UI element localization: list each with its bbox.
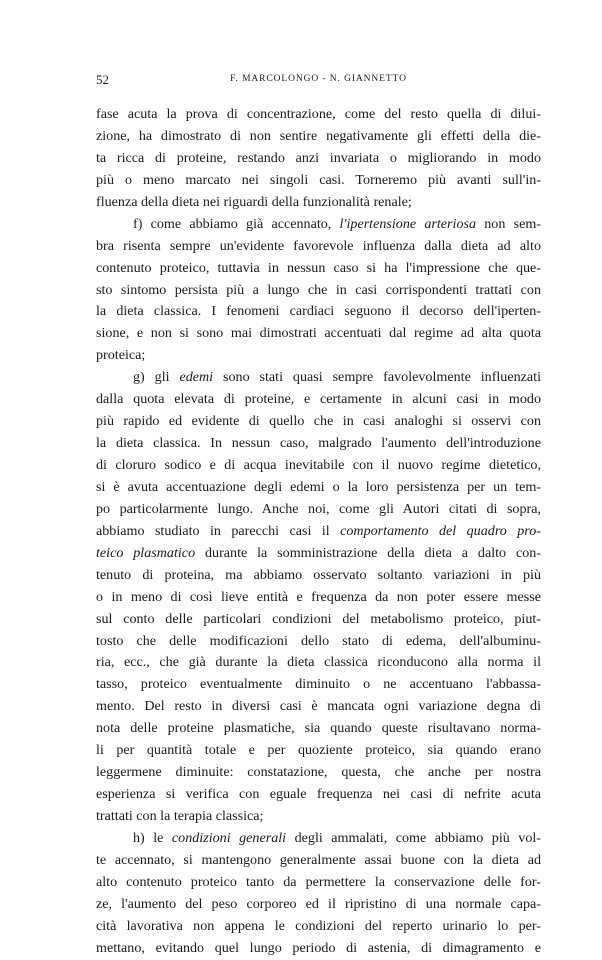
italic-term: edemi [179, 369, 214, 386]
text-run: sono stati quasi sempre favolevolmente influenzati [213, 369, 541, 386]
text-line: sul conto delle particolari condizioni del metabolismo proteico, piut- [96, 610, 541, 627]
text-line: sione, e non si sono mai dimostrati accentuati dal regime ad alta quota [96, 325, 541, 342]
text-run: non sem- [476, 215, 541, 232]
text-run: durante la somministrazione della dieta a dalto con- [195, 544, 541, 561]
text-line: sto sintomo persista più a lungo che in casi corrispondenti trattati con [96, 281, 541, 298]
paragraph-f-first-line [96, 214, 541, 236]
text-line: po particolarmente lungo. Anche noi, come gli Autori citati di sopra, [96, 500, 541, 517]
text-line: fase acuta la prova di concentrazione, come del resto quella di dilui- [96, 106, 541, 122]
text-line: esperienza si verifica con eguale frequenza nei casi di nefrite acuta [96, 786, 541, 803]
text-line: tasso, proteico eventualmente diminuito o ne accentuano l'abbassa- [96, 676, 541, 693]
text-line: si è avuta accentuazione degli edemi o la loro persistenza per un tem- [96, 478, 541, 495]
text-run: f) come abbiamo già accennato, [133, 215, 340, 232]
text-line: mettano, evitando quel lungo periodo di astenia, di dimagramento e [96, 939, 541, 956]
text-run: g) gli [133, 369, 180, 386]
text-line: più rapido ed evidente di quello che in casi analoghi si osservi con [96, 413, 541, 430]
text-line: dalla quota elevata di proteine, e certamente in alcuni casi in modo [96, 391, 541, 408]
text-line [96, 521, 541, 543]
paragraph-g-first-line [96, 367, 541, 389]
text-line: bra risenta sempre un'evidente favorevole influenza dalla dieta ad alto [96, 237, 541, 254]
text-line: nota delle proteine plasmatiche, sia quando queste risultavano norma- [96, 720, 541, 737]
text-run: h) le [133, 829, 172, 846]
text-line: zione, ha dimostrato di non sentire negativamente gli effetti della die- [96, 127, 541, 144]
text-line: li per quantità totale e per quoziente proteico, sia quando erano [96, 742, 541, 759]
text-line: ria, ecc., che già durante la dieta classica riconducono alla norma il [96, 654, 541, 671]
page-number: 52 [96, 72, 109, 87]
paragraph-h-first-line [96, 828, 541, 850]
text-line: ta ricca di proteine, restando anzi invariata o migliorando in modo [96, 149, 541, 166]
text-line: tenuto di proteina, ma abbiamo osservato soltanto variazioni in più [96, 566, 541, 583]
text-line: la dieta classica. I fenomeni cardiaci seguono il decorso dell'iperten- [96, 303, 541, 320]
text-line: di cloruro sodico e di acqua inevitabile con il nuovo regime dietetico, [96, 457, 541, 473]
text-line: ze, l'aumento del peso corporeo ed il ripristino di una normale capa- [96, 895, 541, 912]
text-line: cità lavorativa non appena le condizioni del reperto urinario lo per- [96, 917, 541, 934]
italic-term: condizioni generali [171, 829, 287, 846]
text-line [96, 543, 541, 565]
italic-term: l'ipertensione arteriosa [339, 215, 477, 232]
text-run: degli ammalati, come abbiamo più vol- [286, 829, 541, 846]
text-line: trattati con la terapia classica; [96, 808, 264, 824]
text-line: mento. Del resto in diversi casi è mancata ogni variazione degna di [96, 698, 541, 715]
text-run: abbiamo studiato in parecchi casi il [96, 522, 341, 539]
text-line: tosto che delle modificazioni dello stato di edema, dell'albuminu- [96, 632, 541, 649]
text-line: la dieta classica. In nessun caso, malgrado l'aumento dell'introduzione [96, 435, 541, 452]
body-text [96, 104, 541, 960]
text-line: alto contenuto proteico tanto da permettere la conservazione delle for- [96, 873, 541, 890]
text-line: fluenza della dieta nei riguardi della funzionalità renale; [96, 193, 412, 210]
text-line: o in meno di così lieve entità e frequenza da non poter essere messe [96, 588, 541, 605]
italic-term: comportamento del quadro pro- [340, 522, 541, 539]
text-line: contenuto proteico, tuttavia in nessun caso si ha l'impressione che que- [96, 259, 541, 276]
italic-term: teico plasmatico [96, 544, 196, 561]
page-header [96, 72, 541, 92]
text-line: proteica; [96, 347, 146, 364]
text-line: più o meno marcato nei singoli casi. Torneremo più avanti sull'in- [96, 171, 541, 188]
text-line: leggermene diminuite: constatazione, questa, che anche per nostra [96, 764, 541, 781]
text-line: te accennato, si mantengono generalmente assai buone con la dieta ad [96, 851, 541, 868]
running-title: F. MARCOLONGO - N. GIANNETTO [230, 74, 407, 84]
